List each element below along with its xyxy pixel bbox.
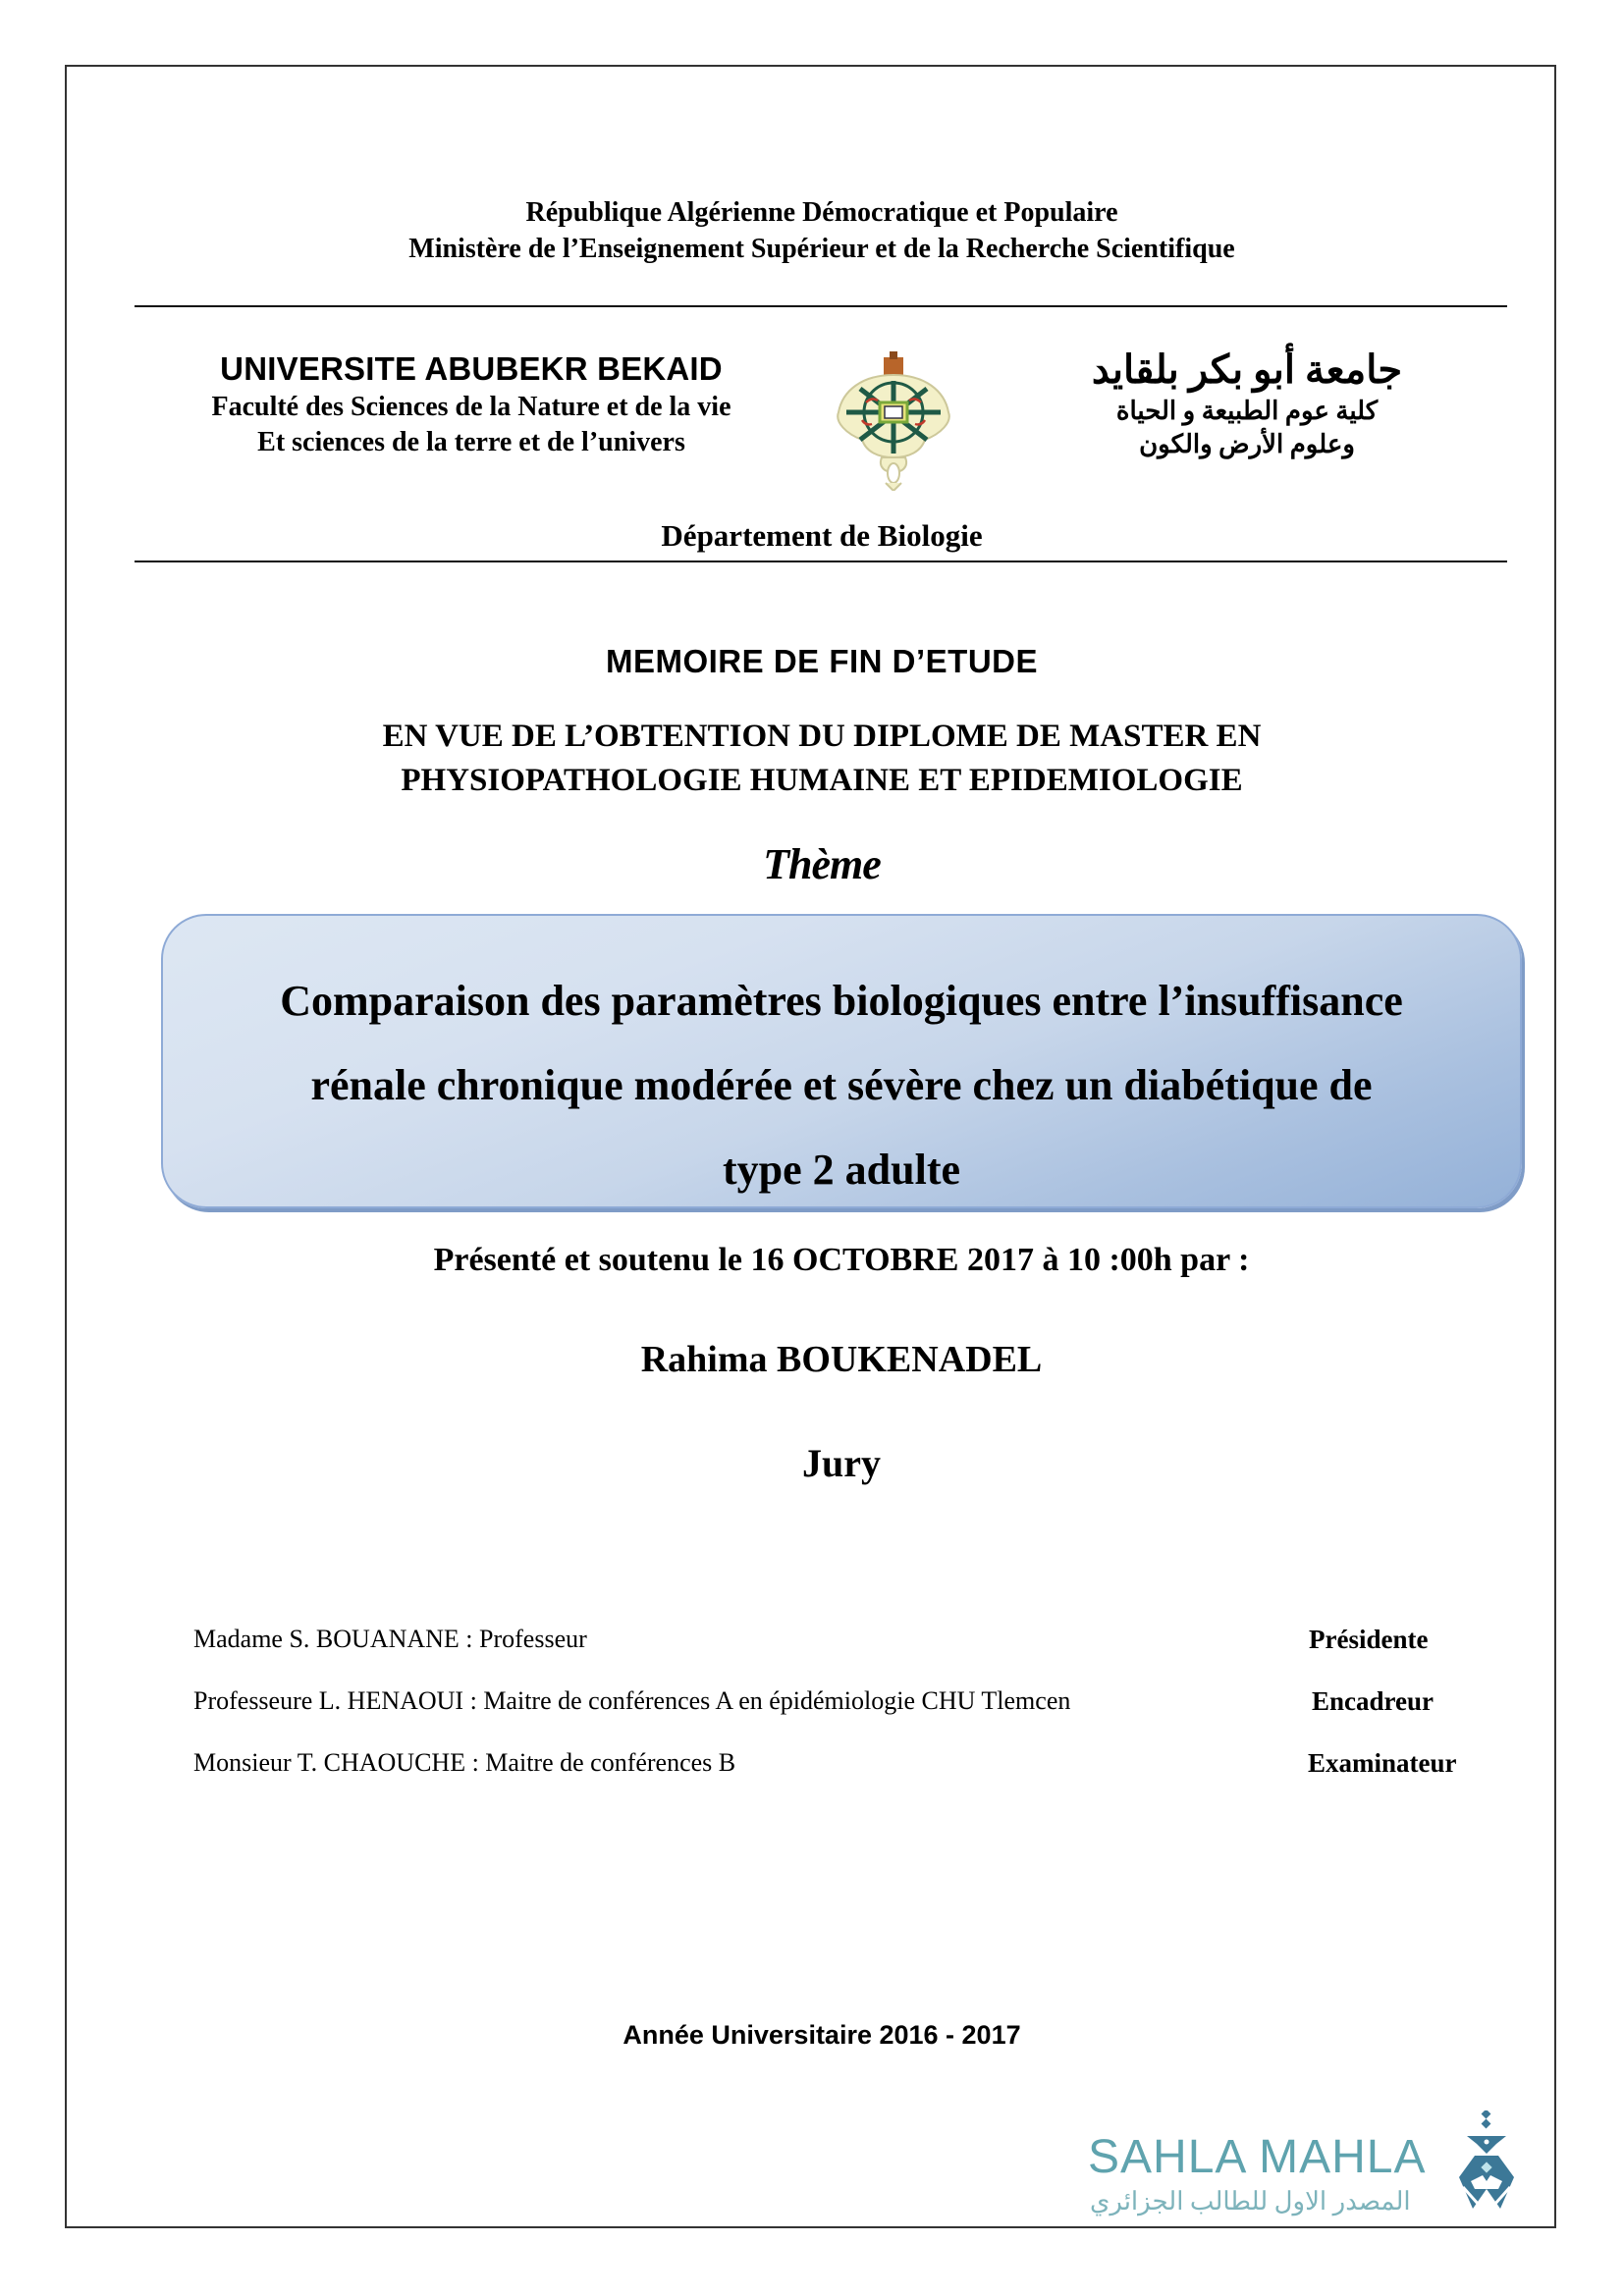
memoire-title: MEMOIRE DE FIN D’ETUDE [605,643,1039,679]
jury-row [193,1686,1529,1720]
jury-row [193,1748,1529,1782]
university-name-ar: جامعة أبو بكر بلقايد [1091,347,1403,392]
university-block-fr [147,348,795,460]
faculty-line1-ar: كلية عوم الطبيعة و الحياة [1115,397,1379,425]
jury-member: Madame S. BOUANANE : Professeur [193,1625,587,1653]
faculty-line2-fr: Et sciences de la terre et de l’univers [257,427,685,457]
header-divider [135,305,1507,307]
university-name-fr: UNIVERSITE ABUBEKR BEKAID [220,350,723,387]
theme-title [163,959,1520,1212]
watermark-tagline: المصدر الاول للطالب الجزائري [1090,2187,1411,2216]
diploma-line2: PHYSIOPATHOLOGIE HUMAINE ET EPIDEMIOLOGIE [401,763,1243,798]
jury-row [193,1625,1529,1658]
theme-line3: type 2 adulte [723,1146,960,1194]
university-block-ar [1041,346,1453,461]
ministry-header [135,194,1509,267]
jury-role: Encadreur [1312,1686,1435,1716]
ministry-line: Ministère de l’Enseignement Supérieur et de la Recherche Scientifique [408,234,1235,264]
jury-role: Examinateur [1308,1748,1457,1778]
diploma-line1: EN VUE DE L’OBTENTION DU DIPLOME DE MASTER EN [382,719,1262,754]
jury-member: Monsieur T. CHAOUCHE : Maitre de conférences B [193,1748,736,1777]
jury-role: Présidente [1309,1625,1429,1654]
diploma-statement [135,715,1509,803]
sahla-mahla-watermark [1088,2110,1520,2223]
theme-line1: Comparaison des paramètres biologiques entre l’insuffisance [280,977,1403,1025]
defense-date: Présenté et soutenu le 16 OCTOBRE 2017 à 10 :00h par : [433,1242,1250,1278]
department-divider [135,561,1507,562]
jury-heading: Jury [802,1441,881,1485]
theme-label: Thème [763,840,881,888]
theme-line2: rénale chronique modérée et sévère chez un diabétique de [310,1061,1373,1109]
sahla-mahla-calligraphy-icon [1453,2110,1520,2220]
faculty-line1-fr: Faculté des Sciences de la Nature et de la vie [211,392,731,422]
academic-year: Année Universitaire 2016 - 2017 [623,2020,1021,2050]
department-title: Département de Biologie [661,518,983,553]
author-name: Rahima BOUKENADEL [640,1339,1043,1380]
faculty-line2-ar: وعلوم الأرض والكون [1139,430,1355,458]
watermark-brand: SAHLA MAHLA [1088,2131,1427,2183]
theme-box [161,914,1522,1208]
jury-member: Professeure L. HENAOUI : Maitre de conférences A en épidémiologie CHU Tlemcen [193,1686,1071,1715]
republic-line: République Algérienne Démocratique et Populaire [525,197,1118,228]
university-emblem-icon [833,351,954,491]
